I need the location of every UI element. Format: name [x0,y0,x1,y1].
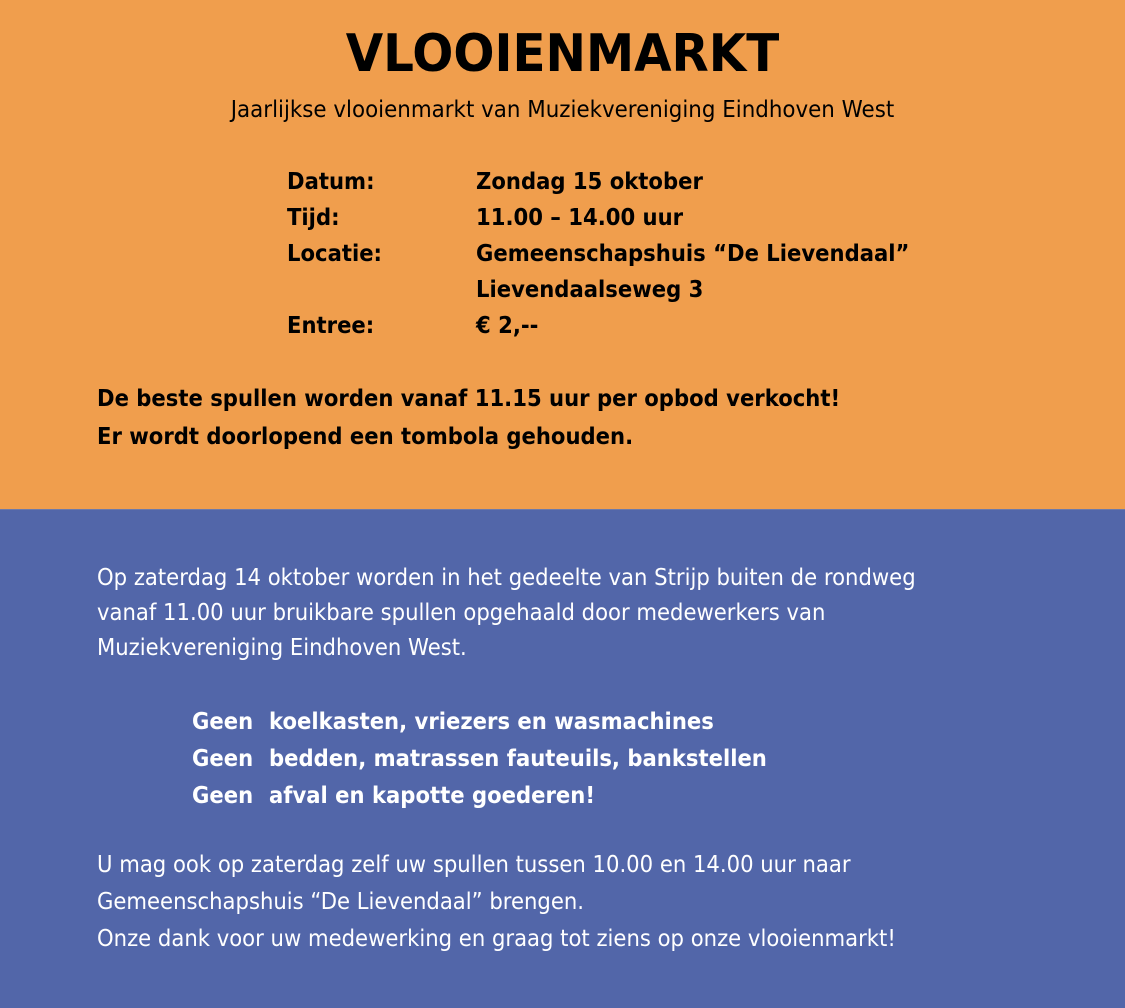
detail-value: 11.00 – 14.00 uur [476,205,684,231]
intro-line: Op zaterdag 14 oktober worden in het gedeelte van Strijp buiten de rondweg [97,565,916,591]
exclusion-prefix: Geen [192,709,254,735]
closing-text [97,847,896,958]
closing-line: Onze dank voor uw medewerking en graag tot ziens op onze vlooienmarkt! [97,926,896,952]
notice-line: Er wordt doorlopend een tombola gehouden. [97,424,634,450]
flyer-subtitle: Jaarlijkse vlooienmarkt van Muziekvereniging Eindhoven West [230,97,895,123]
collection-intro [97,561,916,666]
detail-label: Datum: [287,169,375,195]
exclusion-text: koelkasten, vriezers en wasmachines [269,709,714,735]
event-notice [97,380,840,456]
closing-line: U mag ook op zaterdag zelf uw spullen tussen 10.00 en 14.00 uur naar [97,852,851,878]
exclusion-text: bedden, matrassen fauteuils, bankstellen [269,746,767,772]
exclusion-prefix: Geen [192,746,254,772]
exclusion-prefix: Geen [192,783,254,809]
exclusion-text: afval en kapotte goederen! [269,783,595,809]
flyer-title: VLOOIENMARKT [345,24,780,84]
detail-value: Gemeenschapshuis “De Lievendaal” [476,241,910,267]
detail-label: Tijd: [287,205,340,231]
detail-value: € 2,-- [476,313,539,339]
detail-value: Zondag 15 oktober [476,169,703,195]
notice-line: De beste spullen worden vanaf 11.15 uur per opbod verkocht! [97,386,841,412]
closing-line: Gemeenschapshuis “De Lievendaal” brengen. [97,889,585,915]
intro-line: Muziekvereniging Eindhoven West. [97,635,467,661]
detail-label: Locatie: [287,241,383,267]
detail-label: Entree: [287,313,375,339]
detail-value: Lievendaalseweg 3 [476,277,704,303]
intro-line: vanaf 11.00 uur bruikbare spullen opgehaald door medewerkers van [97,600,826,626]
